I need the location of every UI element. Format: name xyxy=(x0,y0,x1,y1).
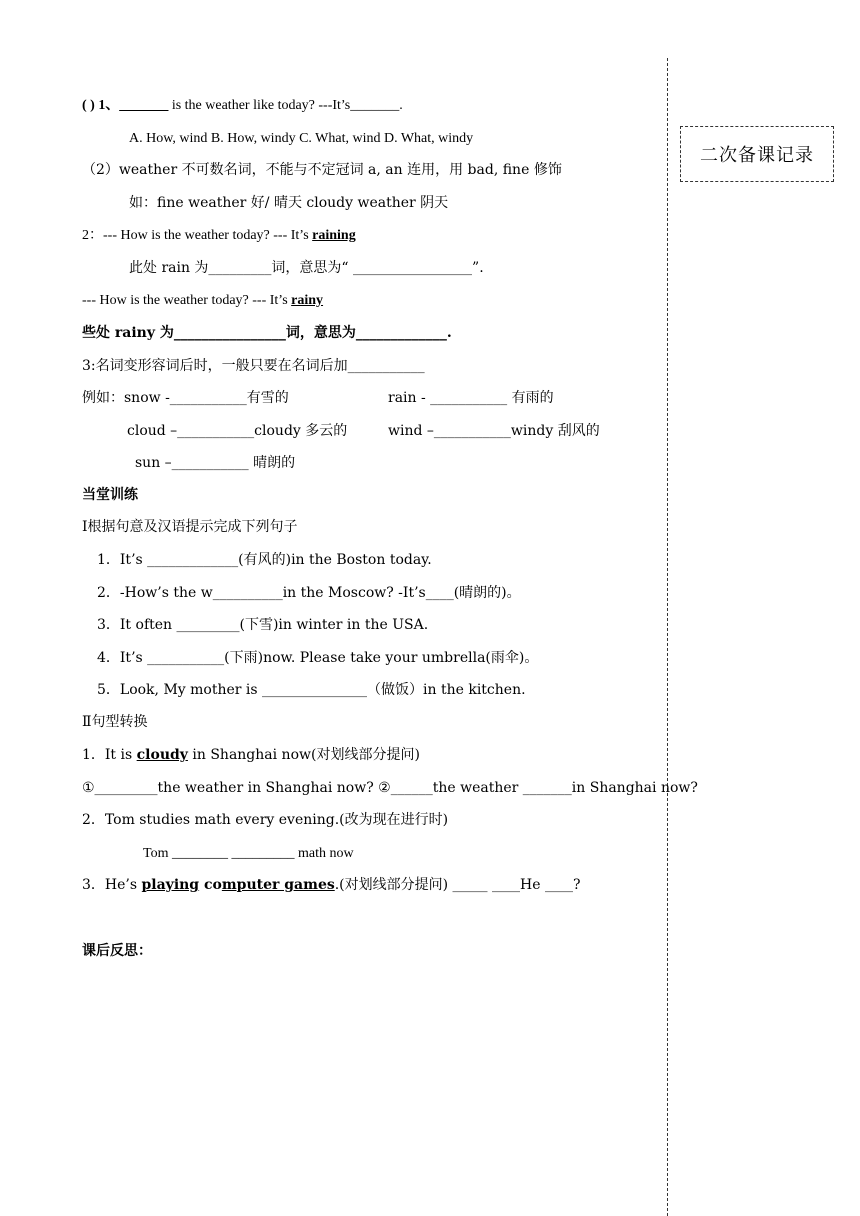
example-rain: rain - ___________ 有雨的 xyxy=(388,390,554,406)
q1-blank: _______ xyxy=(119,98,169,113)
example-sun: sun –___________ 晴朗的 xyxy=(135,455,296,471)
rainy-question-text: --- How is the weather today? --- It’s xyxy=(82,293,292,308)
note-weather-example: 如：fine weather 好/ 晴天 cloudy weather 阴天 xyxy=(129,195,449,211)
transform-1-underlined: cloudy xyxy=(136,747,188,763)
part2-title: Ⅱ句型转换 xyxy=(82,714,148,730)
transform-2: 2．Tom studies math every evening.(改为现在进行时) xyxy=(82,812,449,828)
transform-3-mid: co xyxy=(199,877,222,893)
rain-question xyxy=(82,227,356,245)
transform-1-pre: 1．It is xyxy=(82,747,137,763)
practice-heading: 当堂训练 xyxy=(82,487,138,503)
rain-question-text: 2：--- How is the weather today? --- It’s xyxy=(82,228,313,243)
q1-options: A. How, wind B. How, windy C. What, wind D. What, windy xyxy=(129,131,474,146)
exercise-item: 2．-How’s the w__________in the Moscow? -It’s____(晴朗的)。 xyxy=(97,585,521,601)
margin-divider xyxy=(667,58,668,1216)
q1-blank2: _______. xyxy=(350,98,403,113)
exercise-item: 3．It often _________(下雪)in winter in the USA. xyxy=(97,617,429,633)
q1-line xyxy=(82,97,403,115)
answer-bracket: ( ) xyxy=(82,98,95,113)
transform-3 xyxy=(82,876,580,894)
reflection-heading: 课后反思： xyxy=(82,943,152,959)
transform-3-pre: 3．He’s xyxy=(82,877,142,893)
transform-3-post: .(对划线部分提问) _____ ____He ____? xyxy=(334,877,581,893)
transform-3-underlined-a: playing xyxy=(141,877,200,893)
transform-1-post: in Shanghai now(对划线部分提问) xyxy=(187,747,420,763)
q1-number: 1、 xyxy=(98,98,120,113)
note-weather: （2）weather 不可数名词，不能与不定冠词 a, an 连用，用 bad, fine 修饰 xyxy=(82,162,562,178)
rain-word: raining xyxy=(312,228,356,243)
rainy-question xyxy=(82,292,323,310)
revision-notes-box xyxy=(680,126,834,182)
rule-noun-adj: 3:名词变形容词后时，一般只要在名词后加___________ xyxy=(82,358,425,374)
rain-explain: 此处 rain 为_________词，意思为“ _________________”. xyxy=(129,260,484,276)
rainy-explain: 些处 rainy 为________________词，意思为_____________. xyxy=(82,325,452,341)
exercise-item: 4．It’s ___________(下雨)now. Please take your umbrella(雨伞)。 xyxy=(97,650,539,666)
part1-title: Ⅰ根据句意及汉语提示完成下列句子 xyxy=(82,519,298,535)
example-cloud: cloud –___________cloudy 多云的 xyxy=(127,423,348,439)
exercise-item: 1．It’s _____________(有风的)in the Boston today. xyxy=(97,552,432,568)
q1-text: is the weather like today? ---It’s xyxy=(168,98,351,113)
transform-1-answer: ①_________the weather in Shanghai now? ②______the weather _______in Shanghai now? xyxy=(82,780,698,796)
transform-3-underlined-b: mputer games xyxy=(221,877,335,893)
transform-2-answer: Tom ________ _________ math now xyxy=(143,846,354,861)
revision-notes-title: 二次备课记录 xyxy=(700,145,814,166)
example-wind: wind –___________windy 刮风的 xyxy=(388,423,600,439)
example-snow: 例如：snow -___________有雪的 xyxy=(82,390,289,406)
exercise-item: 5．Look, My mother is _______________（做饭）in the kitchen. xyxy=(97,682,526,698)
rainy-word: rainy xyxy=(291,293,324,308)
transform-1 xyxy=(82,746,420,764)
